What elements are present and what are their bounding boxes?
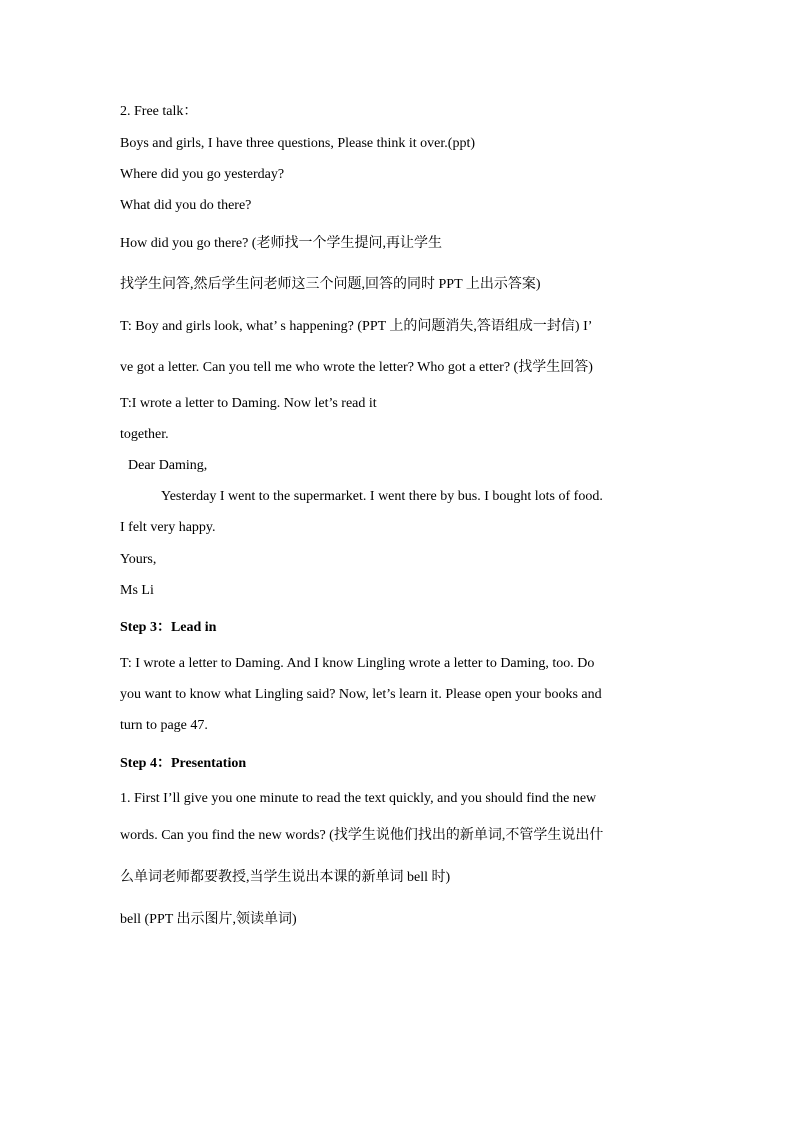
- letter-closing: Yours,: [120, 552, 157, 567]
- paragraph-line: What did you do there?: [120, 198, 252, 213]
- section-free-talk-heading: 2. Free talk：: [120, 104, 198, 119]
- paragraph-line: T: Boy and girls look, what’ s happening? (PPT 上的问题消失,答语组成一封信) I’: [120, 319, 593, 334]
- step-3-heading: Step 3：Lead in: [120, 620, 217, 635]
- letter-body-line: I felt very happy.: [120, 520, 216, 535]
- paragraph-line: How did you go there? (老师找一个学生提问,再让学生: [120, 236, 442, 251]
- letter-body-line: Yesterday I went to the supermarket. I went there by bus. I bought lots of food.: [161, 489, 603, 504]
- paragraph-line: ve got a letter. Can you tell me who wrote the letter? Who got a etter? (找学生回答): [120, 360, 593, 375]
- paragraph-line: words. Can you find the new words? (找学生说他们找出的新单词,不管学生说出什: [120, 828, 604, 843]
- paragraph-line: 找学生问答,然后学生问老师这三个问题,回答的同时 PPT 上出示答案): [120, 277, 541, 292]
- letter-signature: Ms Li: [120, 583, 154, 598]
- paragraph-line: 1. First I’ll give you one minute to read the text quickly, and you should find the new: [120, 791, 597, 806]
- paragraph-line: together.: [120, 427, 169, 442]
- paragraph-line: T: I wrote a letter to Daming. And I know Lingling wrote a letter to Daming, too. Do: [120, 656, 595, 671]
- paragraph-line: Where did you go yesterday?: [120, 167, 285, 182]
- paragraph-line: turn to page 47.: [120, 718, 208, 733]
- paragraph-line: 么单词老师都要教授,当学生说出本课的新单词 bell 时): [120, 870, 451, 885]
- paragraph-line: you want to know what Lingling said? Now, let’s learn it. Please open your books and: [120, 687, 602, 702]
- paragraph-line: Boys and girls, I have three questions, Please think it over.(ppt): [120, 136, 475, 151]
- paragraph-line: T:I wrote a letter to Daming. Now let’s read it: [120, 396, 377, 411]
- letter-salutation: Dear Daming,: [128, 458, 208, 473]
- step-4-heading: Step 4：Presentation: [120, 756, 247, 771]
- paragraph-line: bell (PPT 出示图片,领读单词): [120, 912, 297, 927]
